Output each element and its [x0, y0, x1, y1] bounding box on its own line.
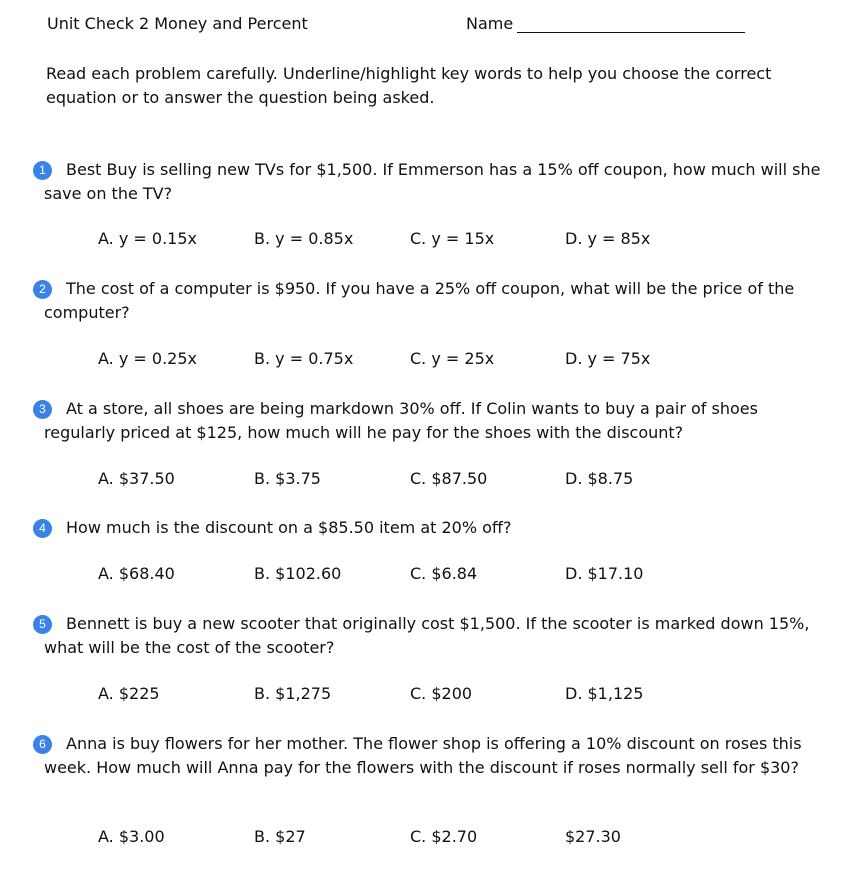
- choice-a: A. $37.50: [98, 469, 175, 488]
- choice-b: B. $27: [254, 827, 306, 846]
- number-badge-icon: 5: [33, 615, 52, 634]
- choice-d: D. $8.75: [565, 469, 634, 488]
- choice-b: B. $1,275: [254, 684, 332, 703]
- question-3-choices: [98, 469, 818, 493]
- question-2-choices: [98, 349, 818, 373]
- question-text: Best Buy is selling new TVs for $1,500. If Emmerson has a 15% off coupon, how much will she save on the TV?: [44, 160, 821, 203]
- question-3: [39, 397, 834, 445]
- number-badge-icon: 3: [33, 400, 52, 419]
- question-2: [39, 277, 834, 325]
- question-number: [39, 397, 66, 421]
- choice-d: $27.30: [565, 827, 621, 846]
- question-number: [39, 732, 66, 756]
- choice-c: C. $6.84: [410, 564, 478, 583]
- number-badge-icon: 4: [33, 519, 52, 538]
- page-title: Unit Check 2 Money and Percent: [47, 14, 308, 33]
- question-number: [39, 612, 66, 636]
- name-blank-line: [517, 14, 745, 33]
- choice-a: A. $225: [98, 684, 160, 703]
- question-4: [39, 516, 834, 540]
- name-field: [466, 14, 745, 33]
- choice-c: C. y = 15x: [410, 229, 495, 248]
- number-badge-icon: 2: [33, 280, 52, 299]
- question-6-choices: [98, 827, 818, 851]
- choice-d: D. y = 85x: [565, 229, 651, 248]
- number-badge-icon: 1: [33, 161, 52, 180]
- question-1: [39, 158, 834, 206]
- question-text: Anna is buy flowers for her mother. The flower shop is offering a 10% discount on roses this week. How much will Anna pay for the flowers with the discount if roses normally sell for $30?: [44, 734, 802, 777]
- choice-c: C. $200: [410, 684, 473, 703]
- choice-b: B. $102.60: [254, 564, 342, 583]
- name-label: Name: [466, 14, 514, 33]
- choice-b: B. $3.75: [254, 469, 321, 488]
- question-text: At a store, all shoes are being markdown 30% off. If Colin wants to buy a pair of shoes regularly priced at $125, how much will he pay for the shoes with the discount?: [44, 399, 758, 442]
- choice-a: A. y = 0.25x: [98, 349, 197, 368]
- choice-d: D. y = 75x: [565, 349, 651, 368]
- choice-d: D. $17.10: [565, 564, 644, 583]
- question-text: Bennett is buy a new scooter that originally cost $1,500. If the scooter is marked down 15%, what will be the cost of the scooter?: [44, 614, 810, 657]
- instructions: Read each problem carefully. Underline/highlight key words to help you choose the correct equation or to answer the question being asked.: [46, 64, 772, 107]
- question-number: [39, 277, 66, 301]
- question-text: How much is the discount on a $85.50 item at 20% off?: [66, 518, 512, 537]
- choice-b: B. y = 0.85x: [254, 229, 354, 248]
- question-5-choices: [98, 684, 818, 708]
- choice-a: A. $3.00: [98, 827, 165, 846]
- question-text: The cost of a computer is $950. If you have a 25% off coupon, what will be the price of the computer?: [44, 279, 795, 322]
- choice-d: D. $1,125: [565, 684, 644, 703]
- worksheet-header: [47, 14, 807, 40]
- choice-a: A. y = 0.15x: [98, 229, 197, 248]
- question-4-choices: [98, 564, 818, 588]
- choice-c: C. $2.70: [410, 827, 478, 846]
- number-badge-icon: 6: [33, 735, 52, 754]
- question-5: [39, 612, 834, 660]
- question-1-choices: [98, 229, 818, 253]
- choice-c: C. y = 25x: [410, 349, 495, 368]
- choice-b: B. y = 0.75x: [254, 349, 354, 368]
- choice-c: C. $87.50: [410, 469, 488, 488]
- question-number: [39, 516, 66, 540]
- choice-a: A. $68.40: [98, 564, 175, 583]
- question-number: [39, 158, 66, 182]
- question-6: [39, 732, 834, 780]
